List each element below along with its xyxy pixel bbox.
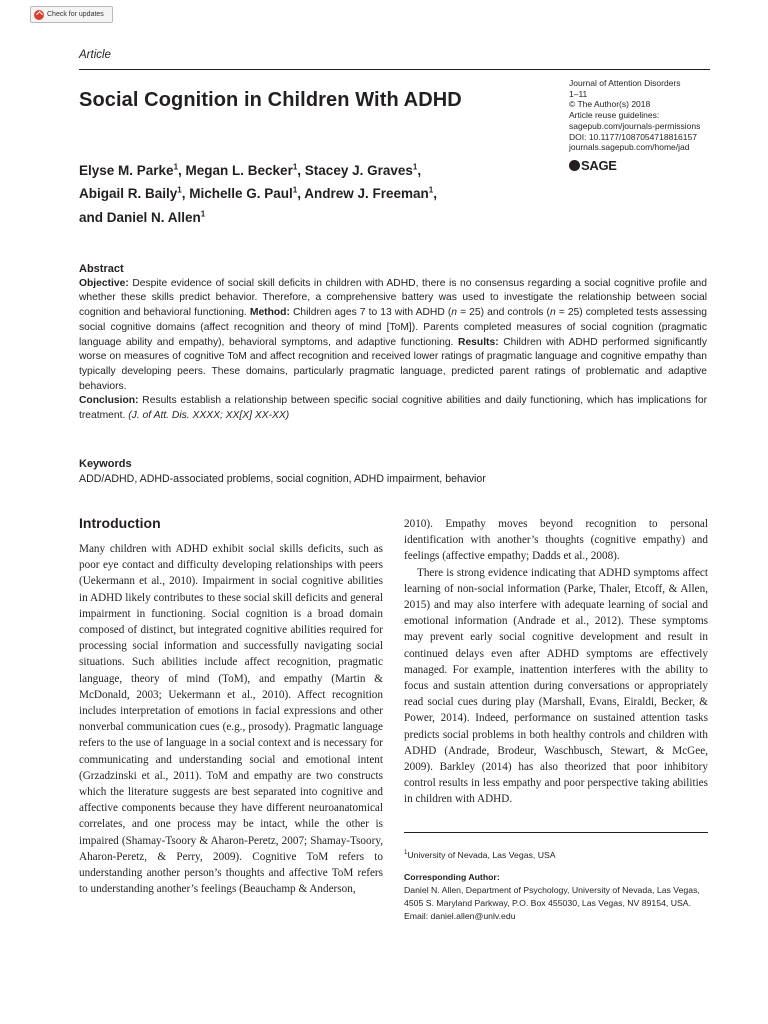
article-type: Article	[79, 49, 111, 61]
author-list	[79, 157, 539, 228]
body-paragraph: Many children with ADHD exhibit social skills deficits, such as poor eye contact and difficulty developing relationships with peers (Uekermann et al., 2010). Impairment in social cognitive abilities in ADHD likely contributes to these social skill deficits and general impairment in functioning. Social cognition is a broad domain composed of distinct, but integrated cognitive abilities required for processing social information and successfully navigating social situations. Such abilities include affect recognition, pragmatic language, theory of mind (ToM), and empathy (Martin & McDonald, 2003; Uekermann et al., 2010). Affect recognition includes interpretation of emotions in facial expressions and other nonverbal communication cues (e.g., prosody). Pragmatic language refers to the use of language in a social context and is necessary for communicating and understanding social and emotional intent (Grzadzinski et al., 2011). ToM and empathy are two constructs which the literature suggests are best separated into cognitive and affective components because they have different neuroanatomical correlates, and one process may be intact, while the other is impaired (Shamay-Tsoory & Aharon-Peretz, 2007; Shamay-Tsoory, Aharon-Peretz, & Perry, 2009). Cognitive ToM refers to understanding another person’s thoughts and affective ToM refers to understanding another’s feelings (Beauchamp & Anderson,	[79, 543, 383, 896]
keywords-list: ADD/ADHD, ADHD-associated problems, social cognition, ADHD impairment, behavior	[79, 473, 486, 485]
doi[interactable]: DOI: 10.1177/1087054718816157	[569, 131, 697, 142]
copyright: © The Author(s) 2018	[569, 99, 651, 110]
sage-logo-icon	[569, 160, 580, 171]
abstract-heading: Abstract	[79, 263, 124, 275]
affiliation: $^1$University of Nevada, Las Vegas, USA	[404, 849, 556, 860]
publisher-logo	[569, 158, 617, 173]
keywords	[79, 457, 707, 487]
corresponding-author-email[interactable]: Email: daniel.allen@unlv.edu	[404, 910, 516, 921]
footnote-rule	[404, 832, 708, 833]
author: and Daniel N. Allen$^1$	[79, 209, 206, 225]
paper-title: Social Cognition in Children With ADHD	[79, 89, 462, 111]
introduction-heading: Introduction	[79, 515, 161, 531]
header-rule	[79, 69, 710, 70]
body-paragraph: There is strong evidence indicating that ADHD symptoms affect learning of non-social information (Parke, Thaler, Etcoff, & Allen, 2015) and may also interfere with adequate learning of social and emotional information (Andrade et al., 2012). These symptoms may prevent early social cognitive development and result in continued delays even after ADHD symptoms are effectively managed. For example, inattention interferes with the ability to focus and sustain attention during conversations or appropriately read social cues during play (Marshall, Evans, Eiraldi, Becker, & Power, 2014). Indeed, performance on sustained attention tasks predicts social problems in both healthy controls and children with ADHD (Andrade, Brodeur, Waschbusch, Stewart, & McGee, 2009). Barkley (2014) has also theorized that poor inhibitory control results in less empathy and poor perspective taking abilities in children with ADHD.	[404, 566, 708, 806]
permissions-link[interactable]: sagepub.com/journals-permissions	[569, 120, 701, 131]
journal-info	[569, 78, 739, 153]
check-for-updates-label: Check for updates	[47, 11, 104, 18]
check-for-updates-button[interactable]	[30, 6, 113, 23]
publisher-name: SAGE	[581, 158, 617, 173]
body-paragraph: 2010). Empathy moves beyond recognition to personal identification with another’s thoughts (cognitive empathy) and feelings (affective empathy; Dadds et al., 2008).	[404, 518, 708, 563]
abstract	[79, 262, 707, 424]
author: Elyse M. Parke$^1$,	[79, 162, 186, 178]
author: Abigail R. Baily$^1$,	[79, 185, 190, 201]
author: Megan L. Becker$^1$,	[185, 162, 305, 178]
author: Andrew J. Freeman$^1$,	[304, 185, 438, 201]
page-range: 1–11	[569, 88, 588, 99]
update-check-icon	[34, 10, 44, 20]
abstract-body: Objective: Despite evidence of social skill deficits in children with ADHD, there is no consensus regarding a social cognitive profile and whether these skills predict behavior. Therefore, a comprehensive battery was used to investigate the relationship between social cognition and behavioral functioning. Method: Children ages 7 to 13 with ADHD (n = 25) and controls (n = 25) completed tests assessing social cognitive domains (affect recognition and theory of mind [ToM]). Parents completed measures of social cognition (pragmatic language ability and empathy), behavioral symptoms, and adaptive functioning. Results: Children with ADHD performed significantly worse on measures of cognitive ToM and affect recognition and received lower ratings of pragmatic language and cognitive empathy than typically developing peers. These domains, particularly pragmatic language, predicted parent ratings of problematic and adaptive behaviors. Conclusion: Results establish a relationship between specific social cognitive abilities and daily functioning, which has implications for treatment. (J. of Att. Dis. XXXX; XX[X] XX-XX)	[79, 277, 707, 422]
journal-home-link[interactable]: journals.sagepub.com/home/jad	[569, 142, 690, 153]
author: Stacey J. Graves$^1$,	[304, 162, 422, 178]
reuse-guidelines: Article reuse guidelines:	[569, 110, 660, 121]
corresponding-author-address: Daniel N. Allen, Department of Psychology, University of Nevada, Las Vegas, 4505 S. Maryland Parkway, P.O. Box 455030, Las Vegas, NV 89154, USA.	[404, 884, 700, 908]
footnotes	[404, 847, 708, 923]
corresponding-author-heading: Corresponding Author:	[404, 871, 500, 882]
left-column	[79, 541, 383, 897]
right-column	[404, 516, 708, 808]
author: Michelle G. Paul$^1$,	[189, 185, 305, 201]
keywords-heading: Keywords	[79, 458, 132, 470]
journal-name: Journal of Attention Disorders	[569, 78, 681, 88]
